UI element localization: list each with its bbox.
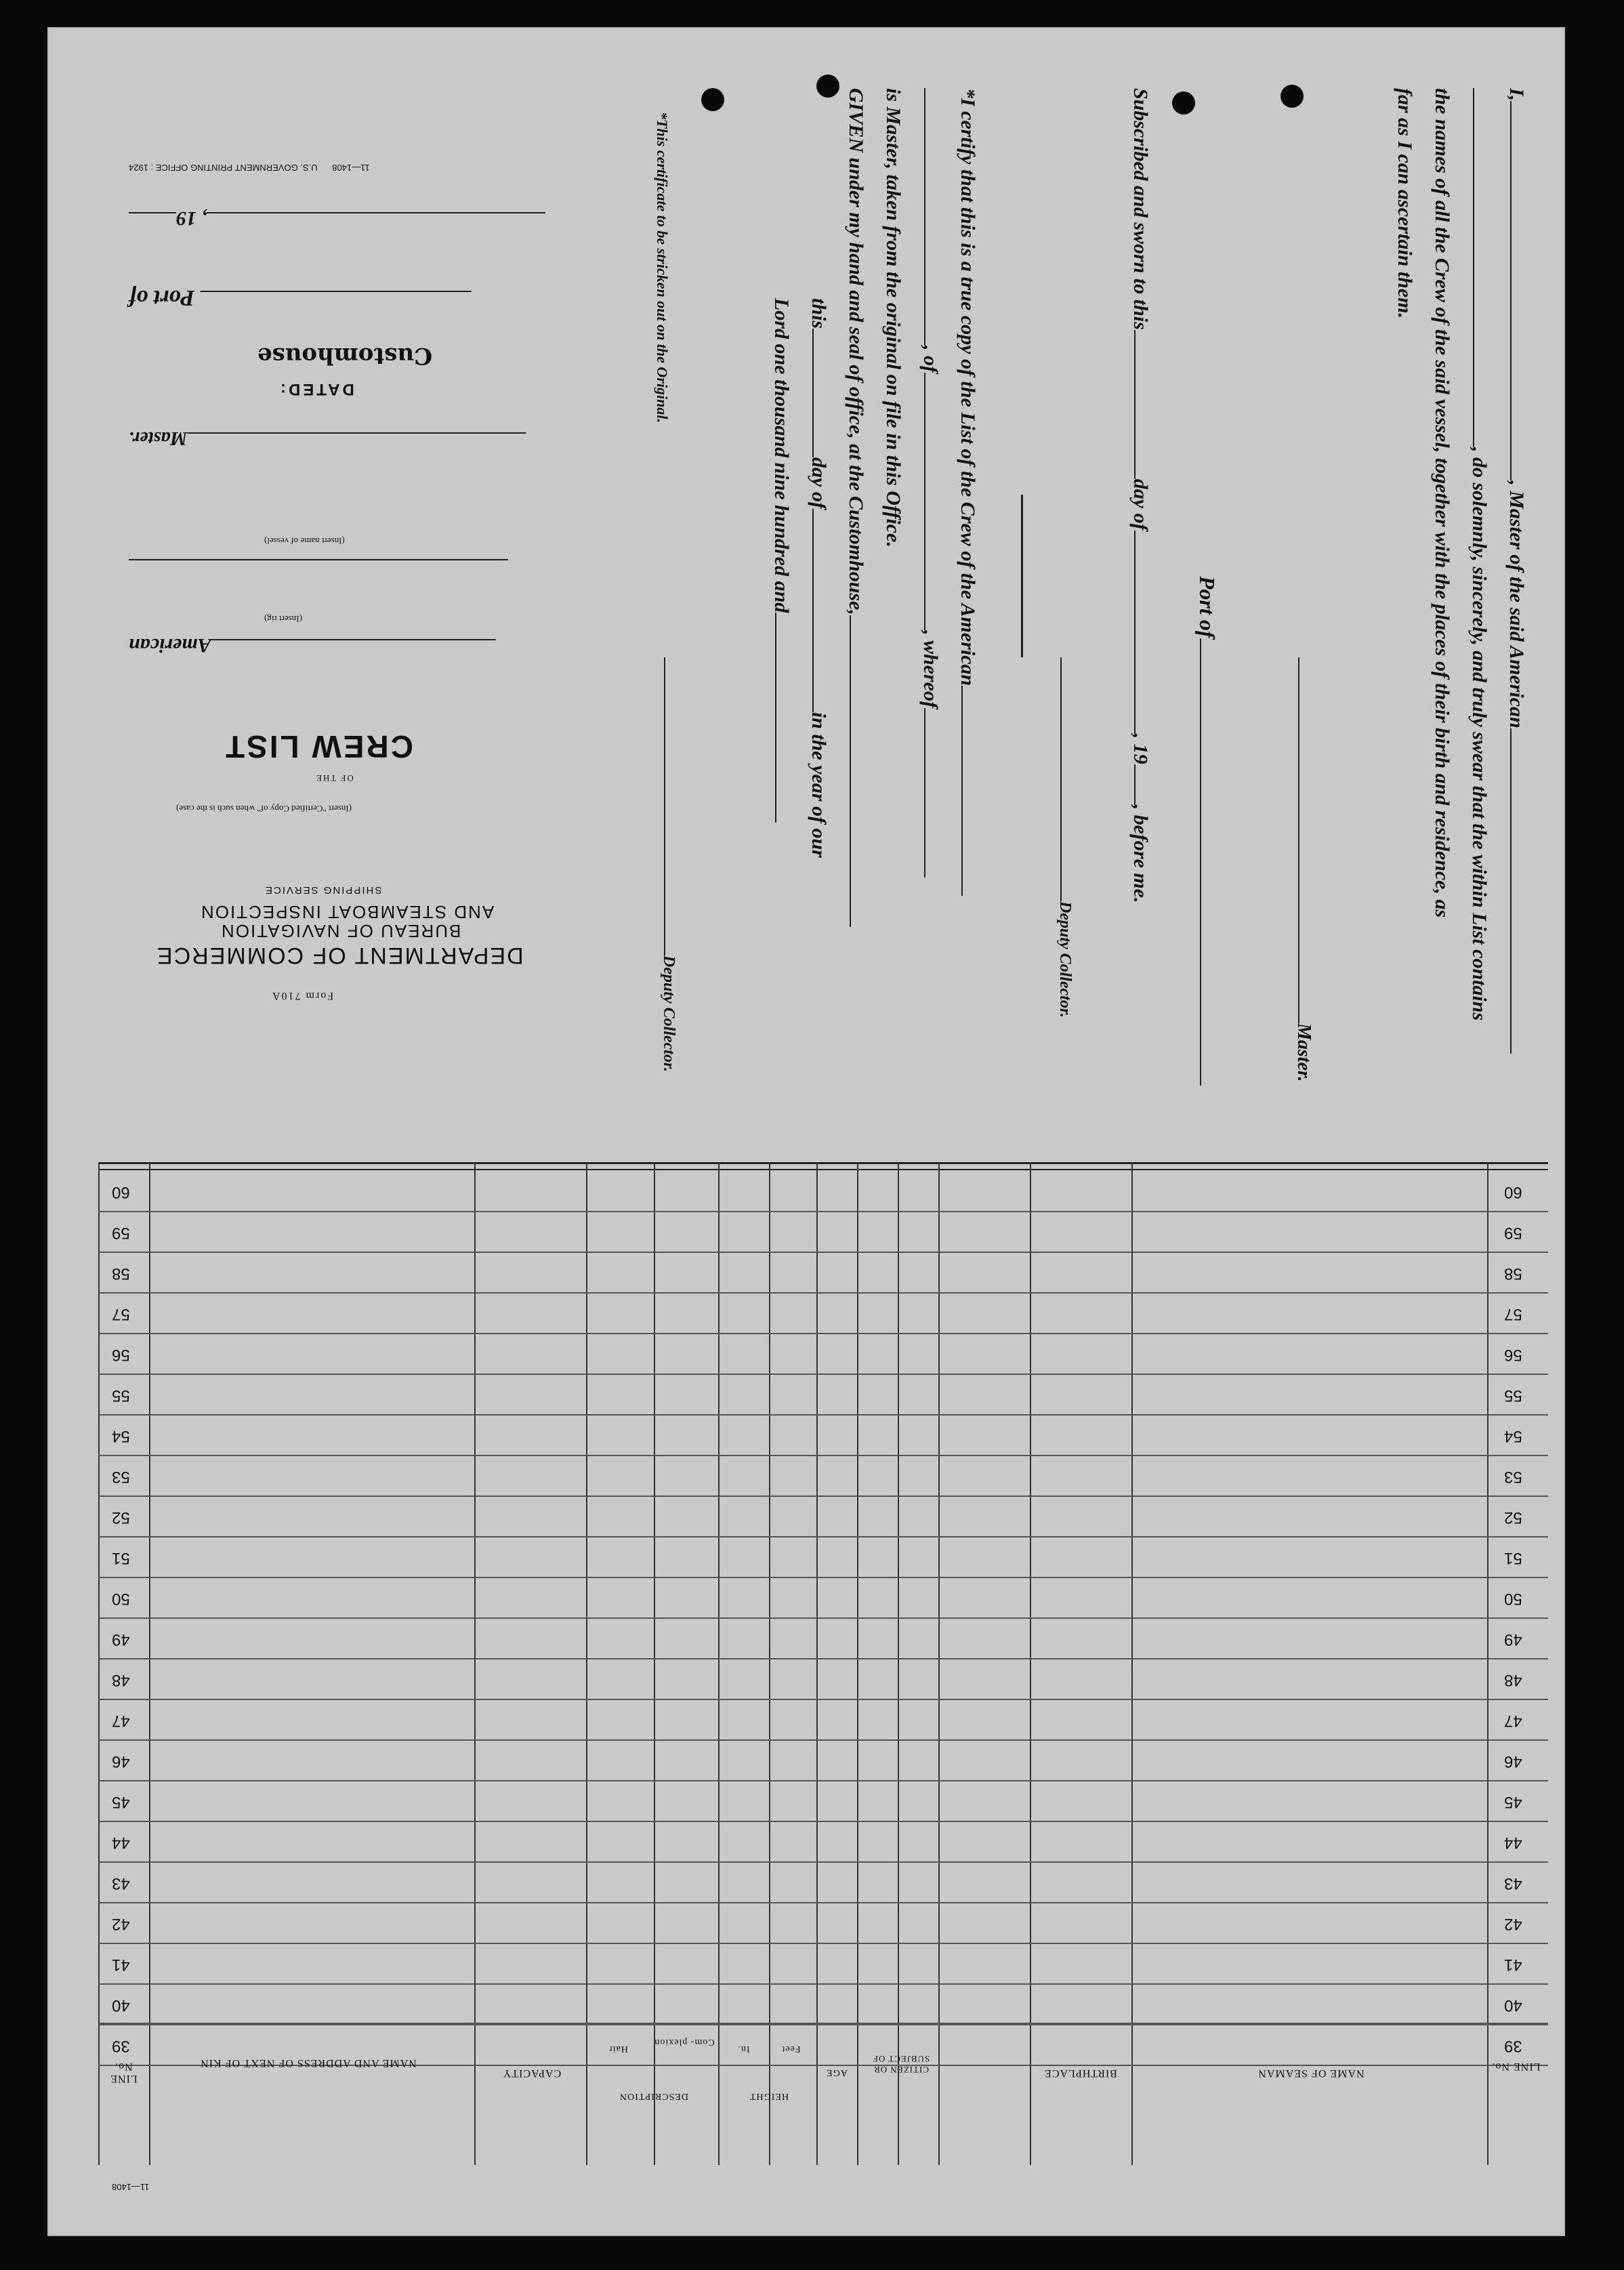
row-number-left: 59 — [112, 1224, 130, 1242]
oath-divider — [1018, 495, 1030, 657]
cert-deputy: Deputy Collector. — [659, 657, 678, 1072]
table-row — [98, 1374, 1548, 1375]
row-number-right: 45 — [1504, 1793, 1522, 1811]
row-number-left: 41 — [112, 1956, 130, 1974]
oath-master-sig: Master. — [1293, 657, 1314, 1081]
punch-hole — [816, 75, 839, 98]
table-row — [98, 1983, 1548, 1985]
cert-line3: is Master, taken from the original on file in this Office. — [882, 88, 904, 548]
header-divider — [98, 2023, 1548, 2024]
row-number-right: 56 — [1504, 1346, 1522, 1364]
printer-line — [129, 163, 370, 173]
cert-line6: Lord one thousand nine hundred and — [770, 298, 793, 823]
row-number-left: 46 — [112, 1752, 130, 1771]
table-row — [98, 1577, 1548, 1578]
row-number-left: 55 — [112, 1386, 130, 1405]
oath-subscribed: Subscribed and sworn to thisday of, 19, before me. — [1129, 88, 1152, 903]
punch-hole — [1172, 91, 1195, 115]
crew-table — [98, 1162, 1548, 2165]
row-number-right: 51 — [1504, 1549, 1522, 1567]
customhouse-label: Customhouse — [257, 342, 433, 369]
row-number-right: 43 — [1504, 1874, 1522, 1893]
row-number-left: 48 — [112, 1671, 130, 1689]
row-number-left: 42 — [112, 1915, 130, 1933]
hdr-age: AGE — [826, 2067, 848, 2078]
row-number-left: 52 — [112, 1508, 130, 1527]
row-number-right: 41 — [1504, 1956, 1522, 1974]
row-number-left: 47 — [112, 1712, 130, 1730]
hdr-line-no-right: LINE No. — [1491, 2061, 1541, 2072]
table-row — [98, 1536, 1548, 1538]
oath-port: Port of — [1194, 576, 1220, 1086]
table-row — [98, 2024, 1548, 2025]
form-number: Form 710A — [271, 990, 334, 1002]
hdr-feet: Feet — [781, 2044, 801, 2054]
hdr-citizen: CITIZEN OR SUBJECT OF — [872, 2054, 930, 2075]
hdr-birthplace: BIRTHPLACE — [1044, 2067, 1117, 2079]
table-row — [98, 1739, 1548, 1741]
oath-line2: , do solemnly, sincerely, and truly swear that the within List contains — [1467, 88, 1491, 1020]
table-row — [98, 1333, 1548, 1334]
insert-vessel-label: (Insert name of vessel) — [264, 536, 345, 546]
row-number-right: 59 — [1504, 1224, 1522, 1242]
row-number-left: 40 — [112, 1996, 130, 2015]
punch-hole — [1281, 85, 1304, 108]
bureau-line2: AND STEAMBOAT INSPECTION — [200, 902, 495, 922]
cert-line5: thisday ofin the year of our — [808, 298, 830, 858]
certified-copy-note: (Insert "Certified Copy of" when such is the case) — [176, 804, 352, 814]
printer-office: U.S. GOVERNMENT PRINTING OFFICE : 1924 — [129, 163, 318, 173]
oath-line1: I,, Master of the said American — [1505, 88, 1528, 1054]
row-number-right: 50 — [1504, 1590, 1522, 1608]
table-row — [98, 1292, 1548, 1294]
row-number-right: 54 — [1504, 1427, 1522, 1445]
year-line: , 19 — [129, 207, 545, 230]
row-number-left: 53 — [112, 1468, 130, 1486]
table-row — [98, 1861, 1548, 1863]
hdr-height: HEIGHT — [749, 2091, 789, 2101]
row-number-right: 60 — [1504, 1183, 1522, 1201]
table-row — [98, 1211, 1548, 1212]
hdr-hair: Hair — [608, 2044, 628, 2054]
row-number-left: 44 — [112, 1834, 130, 1852]
dated-label: DATED: — [278, 380, 354, 398]
table-row — [98, 1943, 1548, 1944]
table-row — [98, 1821, 1548, 1822]
row-number-left: 39 — [112, 2037, 130, 2055]
row-number-right: 47 — [1504, 1712, 1522, 1730]
cert-line4: GIVEN under my hand and seal of office, at the Customhouse, — [844, 88, 867, 927]
printer-code: 11—1408 — [332, 163, 370, 173]
row-number-left: 58 — [112, 1264, 130, 1283]
oath-line4: far as I can ascertain them. — [1394, 88, 1416, 319]
hdr-description: DESCRIPTION — [619, 2091, 689, 2101]
hdr-next-of-kin: NAME AND ADDRESS OF NEXT OF KIN — [200, 2057, 417, 2069]
department-label: DEPARTMENT OF COMMERCE — [156, 943, 524, 968]
hdr-line-no-left: LINE No. — [110, 2061, 138, 2084]
bureau-line1: BUREAU OF NAVIGATION — [220, 921, 461, 941]
footer-code: 11—1408 — [112, 2182, 150, 2192]
hdr-complexion: Com- plexion — [654, 2037, 715, 2047]
row-number-right: 42 — [1504, 1915, 1522, 1933]
table-row — [98, 1780, 1548, 1781]
row-number-left: 57 — [112, 1305, 130, 1323]
vessel-name-line — [129, 556, 508, 568]
row-number-right: 55 — [1504, 1386, 1522, 1405]
row-number-left: 60 — [112, 1183, 130, 1201]
row-number-left: 51 — [112, 1549, 130, 1567]
american-line: American — [129, 634, 496, 657]
row-number-right: 53 — [1504, 1468, 1522, 1486]
row-number-right: 58 — [1504, 1264, 1522, 1283]
crew-list-title: CREW LIST — [224, 729, 413, 764]
table-row — [98, 1658, 1548, 1659]
hdr-inches: In. — [737, 2044, 750, 2054]
strike-note: *This certificate to be stricken out on the Original. — [654, 112, 671, 423]
master-back: Master. — [129, 427, 526, 449]
row-number-right: 49 — [1504, 1630, 1522, 1649]
punch-hole — [701, 88, 724, 111]
row-number-left: 56 — [112, 1346, 130, 1364]
row-number-left: 43 — [112, 1874, 130, 1893]
oath-line3: the names of all the Crew of the said vessel, together with the places of their birth and residence, as — [1431, 88, 1453, 918]
row-number-right: 57 — [1504, 1305, 1522, 1323]
port-of-back: Port of — [129, 285, 472, 310]
row-number-left: 45 — [112, 1793, 130, 1811]
of-the-label: OF THE — [315, 773, 354, 783]
row-number-right: 52 — [1504, 1508, 1522, 1527]
table-row — [98, 1902, 1548, 1903]
hdr-capacity: CAPACITY — [502, 2067, 562, 2079]
insert-rig-label: (Insert rig) — [264, 614, 302, 624]
row-number-left: 49 — [112, 1630, 130, 1649]
row-number-left: 54 — [112, 1427, 130, 1445]
table-row — [98, 1252, 1548, 1253]
row-number-left: 50 — [112, 1590, 130, 1608]
oath-deputy: Deputy Collector. — [1056, 657, 1074, 1018]
row-number-right: 44 — [1504, 1834, 1522, 1852]
row-number-right: 39 — [1504, 2037, 1522, 2055]
table-row — [98, 1495, 1548, 1497]
row-number-right: 40 — [1504, 1996, 1522, 2015]
table-row — [98, 1455, 1548, 1456]
row-number-right: 46 — [1504, 1752, 1522, 1771]
shipping-service: SHIPPING SERVICE — [264, 884, 382, 896]
row-number-right: 48 — [1504, 1671, 1522, 1689]
table-row — [98, 1414, 1548, 1416]
cert-line2: , of, whereof — [919, 88, 942, 878]
table-row — [98, 1699, 1548, 1700]
cert-line1: *I certify that this is a true copy of the List of the Crew of the American — [956, 88, 979, 896]
hdr-name-seaman: NAME OF SEAMAN — [1257, 2067, 1365, 2079]
table-row — [98, 1617, 1548, 1619]
